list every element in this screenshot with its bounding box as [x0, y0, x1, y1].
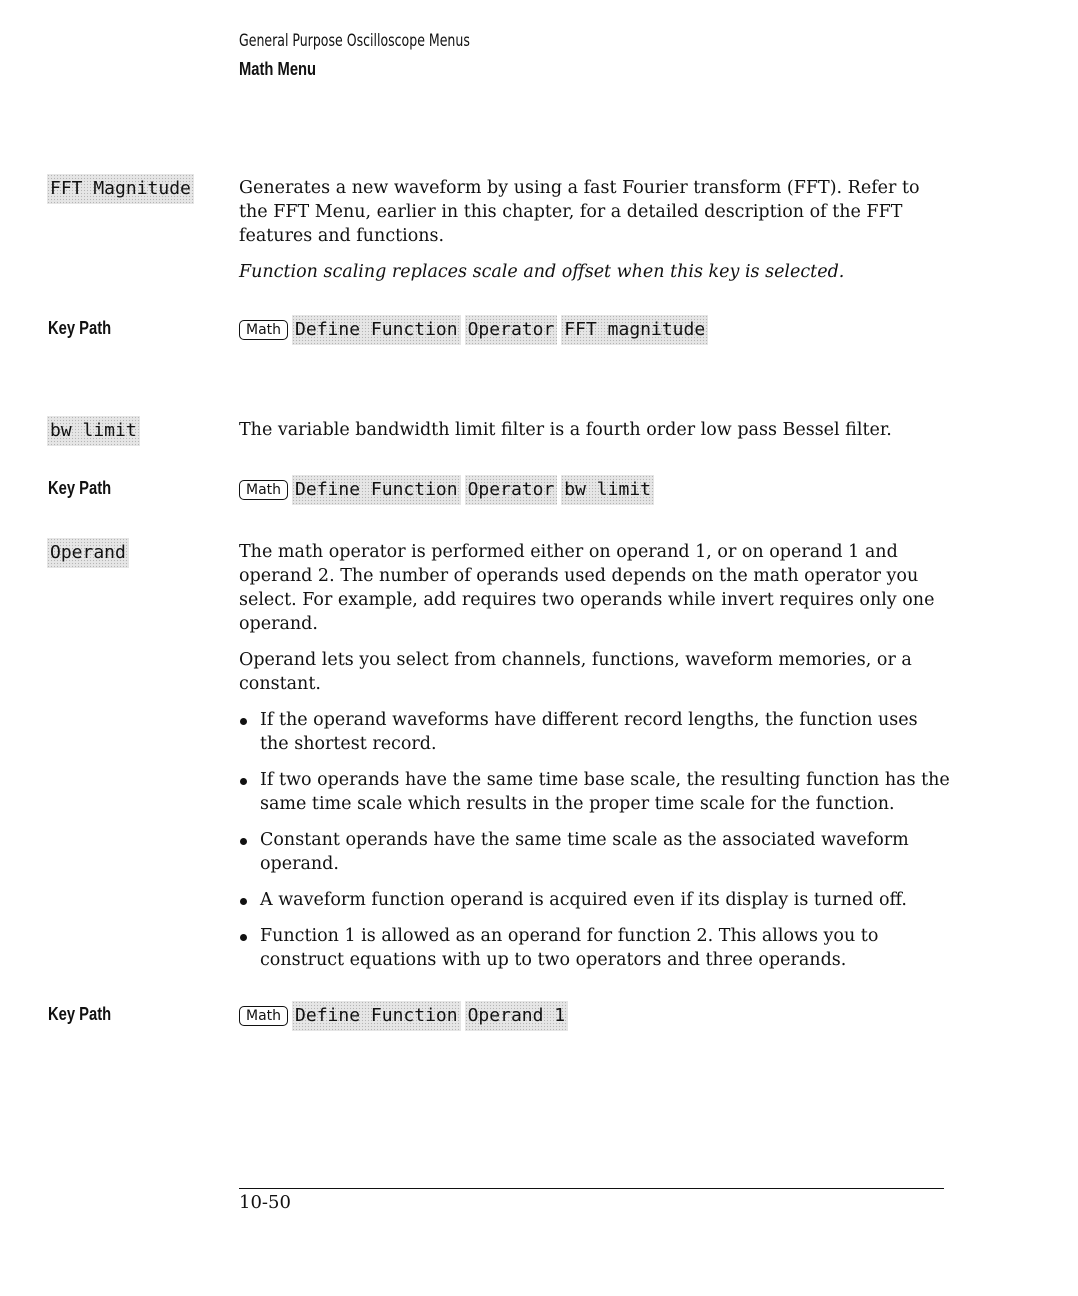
math-hardkey: Math — [239, 1006, 288, 1026]
footer-divider — [239, 1188, 944, 1189]
fft-magnitude-note: Function scaling replaces scale and offset when this key is selected. — [239, 262, 845, 282]
term-operand: Operand — [47, 538, 129, 568]
math-hardkey: Math — [239, 320, 288, 340]
softkey-define-function: Define Function — [292, 315, 461, 345]
chapter-title: General Purpose Oscilloscope Menus — [239, 31, 470, 51]
fft-magnitude-description — [239, 176, 951, 296]
bw-limit-key-path — [239, 475, 658, 505]
term-bw-limit: bw limit — [47, 416, 140, 446]
softkey-operand-1: Operand 1 — [465, 1001, 569, 1031]
page-number: 10-50 — [239, 1192, 291, 1213]
softkey-bw-limit: bw limit — [561, 475, 654, 505]
list-item: Function 1 is allowed as an operand for function 2. This allows you to construct equations with up to two operators and three operands. — [239, 924, 951, 972]
list-item: Constant operands have the same time scale as the associated waveform operand. — [239, 828, 951, 876]
softkey-operator: Operator — [465, 315, 558, 345]
operand-paragraph: Operand lets you select from channels, functions, waveform memories, or a constant. — [239, 650, 912, 694]
fft-magnitude-paragraph: Generates a new waveform by using a fast Fourier transform (FFT). Refer to the FFT Menu, earlier in this chapter, for a detailed description of the FFT features and functions. — [239, 178, 920, 246]
math-hardkey: Math — [239, 480, 288, 500]
softkey-define-function: Define Function — [292, 475, 461, 505]
bw-limit-paragraph: The variable bandwidth limit filter is a fourth order low pass Bessel filter. — [239, 420, 892, 440]
key-path-label: Key Path — [48, 318, 112, 338]
softkey-define-function: Define Function — [292, 1001, 461, 1031]
bw-limit-description — [239, 418, 951, 454]
operand-description — [239, 540, 951, 984]
term-fft-magnitude: FFT Magnitude — [47, 174, 194, 204]
key-path-label: Key Path — [48, 1004, 112, 1024]
fft-magnitude-key-path — [239, 315, 712, 345]
key-path-label: Key Path — [48, 478, 112, 498]
operand-bullet-list — [239, 708, 951, 972]
softkey-fft-magnitude: FFT magnitude — [561, 315, 708, 345]
softkey-operator: Operator — [465, 475, 558, 505]
list-item: A waveform function operand is acquired even if its display is turned off. — [239, 888, 951, 912]
list-item: If two operands have the same time base scale, the resulting function has the same time scale which results in the proper time scale for the function. — [239, 768, 951, 816]
operand-key-path — [239, 1001, 572, 1031]
operand-paragraph: The math operator is performed either on operand 1, or on operand 1 and operand 2. The number of operands used depends on the math operator you select. For example, add requires two operands while invert requires only one operand. — [239, 542, 935, 634]
section-title: Math Menu — [239, 59, 317, 79]
list-item: If the operand waveforms have different record lengths, the function uses the shortest record. — [239, 708, 951, 756]
